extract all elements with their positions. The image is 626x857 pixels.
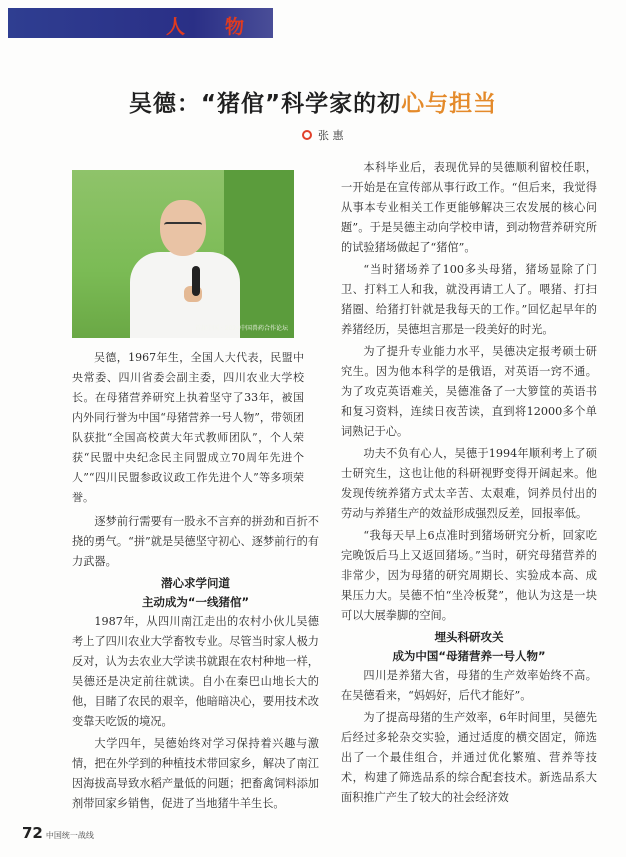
body-paragraph: 大学四年，吴德始终对学习保持着兴趣与激情，把在外学到的种植技术带回家乡，解决了南江因海拔高导致水稻产量低的问题；把畜禽饲料添加剂带回家乡销售，促进了当地猪牛羊生长。 (72, 737, 319, 810)
publication-name: 中国统一战线 (45, 831, 94, 840)
author-ring-icon (302, 130, 312, 140)
body-paragraph: 四川是养猪大省，母猪的生产效率始终不高。在吴德看来，“妈妈好，后代才能好”。 (341, 669, 597, 702)
subheading-1a: 潜心求学问道 (161, 576, 230, 590)
article-title-accent: 心与担当 (401, 91, 498, 117)
body-paragraph: 为了提升专业能力水平，吴德决定报考硕士研究生。因为他本科学的是俄语，对英语一窍不通。为了攻克英语难关，吴德准备了一大箩筐的英语书和复习资料，连续日夜苦读，直到将12000多个单词熟记于心。 (341, 345, 597, 438)
body-paragraph: 为了提高母猪的生产效率，6年时间里，吴德先后经过多轮杂交实验，通过适度的横交固定，筛选出了一个最佳组合，并通过优化繁殖、营养等技术，构建了筛选品系的综合配套技术。新选品系大面积推广产生了较大的社会经济效 (341, 711, 597, 804)
section-label-char-1: 人 (166, 16, 188, 38)
page-number: 72 (22, 824, 43, 842)
page-footer (22, 824, 94, 842)
author-name: 张 惠 (318, 129, 344, 142)
left-column (72, 512, 319, 816)
author-line (302, 127, 344, 143)
bio-paragraph: 吴德，1967年生，全国人大代表，民盟中央常委、四川省委会副主委，四川农业大学校长。在母猪营养研究上执着坚守了33年，被国内外同行誉为中国“母猪营养一号人物”，带领团队获批“全国高校黄大年式教师团队”，个人荣获“民盟中央纪念民主同盟成立70周年先进个人”“四川民盟参政议政工作先进个人”等多项荣誉。 (72, 351, 304, 504)
section-label-char-2: 物 (225, 16, 247, 38)
article-title (0, 85, 626, 118)
body-paragraph: 功夫不负有心人，吴德于1994年顺利考上了硕士研究生，这也让他的科研视野变得开阔起来。他发现传统养猪方式太辛苦、太艰难，饲养员付出的劳动与养猪生产的效益形成强烈反差，回报率低。 (341, 447, 597, 520)
subheading-1b: 主动成为“一线猪倌” (141, 595, 250, 609)
photo-caption: 首届中国 · 2024中国兽药合作论坛 (195, 325, 288, 332)
body-paragraph: “我每天早上6点准时到猪场研究分析，回家吃完晚饭后马上又返回猪场。”当时，研究母猪营养的非常少，因为母猪的研究周期长、实验成本高、成果压力大。吴德不怕“坐冷板凳”，他认为这是一块可以大展拳脚的空间。 (341, 529, 597, 622)
subheading-2a: 埋头科研攻关 (434, 630, 504, 644)
photo-figure-glasses (164, 222, 202, 231)
article-title-main: 吴德：“猪倌”科学家的初 (128, 91, 402, 117)
subheading-2b: 成为中国“母猪营养一号人物” (392, 649, 546, 663)
body-paragraph: 1987年，从四川南江走出的农村小伙儿吴德考上了四川农业大学畜牧专业。尽管当时家人极力反对，认为去农业大学读书就跟在农村种地一样，吴德还是决定前往就读。自小在秦巴山地长大的他，目睹了农民的艰辛，他暗暗决心，要用技术改变靠天吃饭的境况。 (72, 615, 319, 728)
right-column (341, 158, 597, 810)
intro-paragraph: 逐梦前行需要有一股永不言弃的拼劲和百折不挠的勇气。“拼”就是吴德坚守初心、逐梦前行的有力武器。 (72, 515, 319, 568)
body-paragraph: “当时猪场养了100多头母猪，猪场显除了门卫、打料工人和我，就没再请工人了。喂猪、打扫猪圈、给猪打针就是我每天的工作。”回忆起早年的养猪经历，吴德坦言那是一段美好的时光。 (341, 263, 597, 336)
portrait-photo (72, 170, 294, 338)
body-paragraph: 本科毕业后，表现优异的吴德顺利留校任职，一开始是在宣传部从事行政工作。“但后来，我觉得从事本专业相关工作更能够解决三农发展的核心问题”。于是吴德主动向学校申请，到动物营养研究所的试验猪场做起了“猪倌”。 (341, 161, 597, 254)
microphone-icon (192, 266, 200, 296)
